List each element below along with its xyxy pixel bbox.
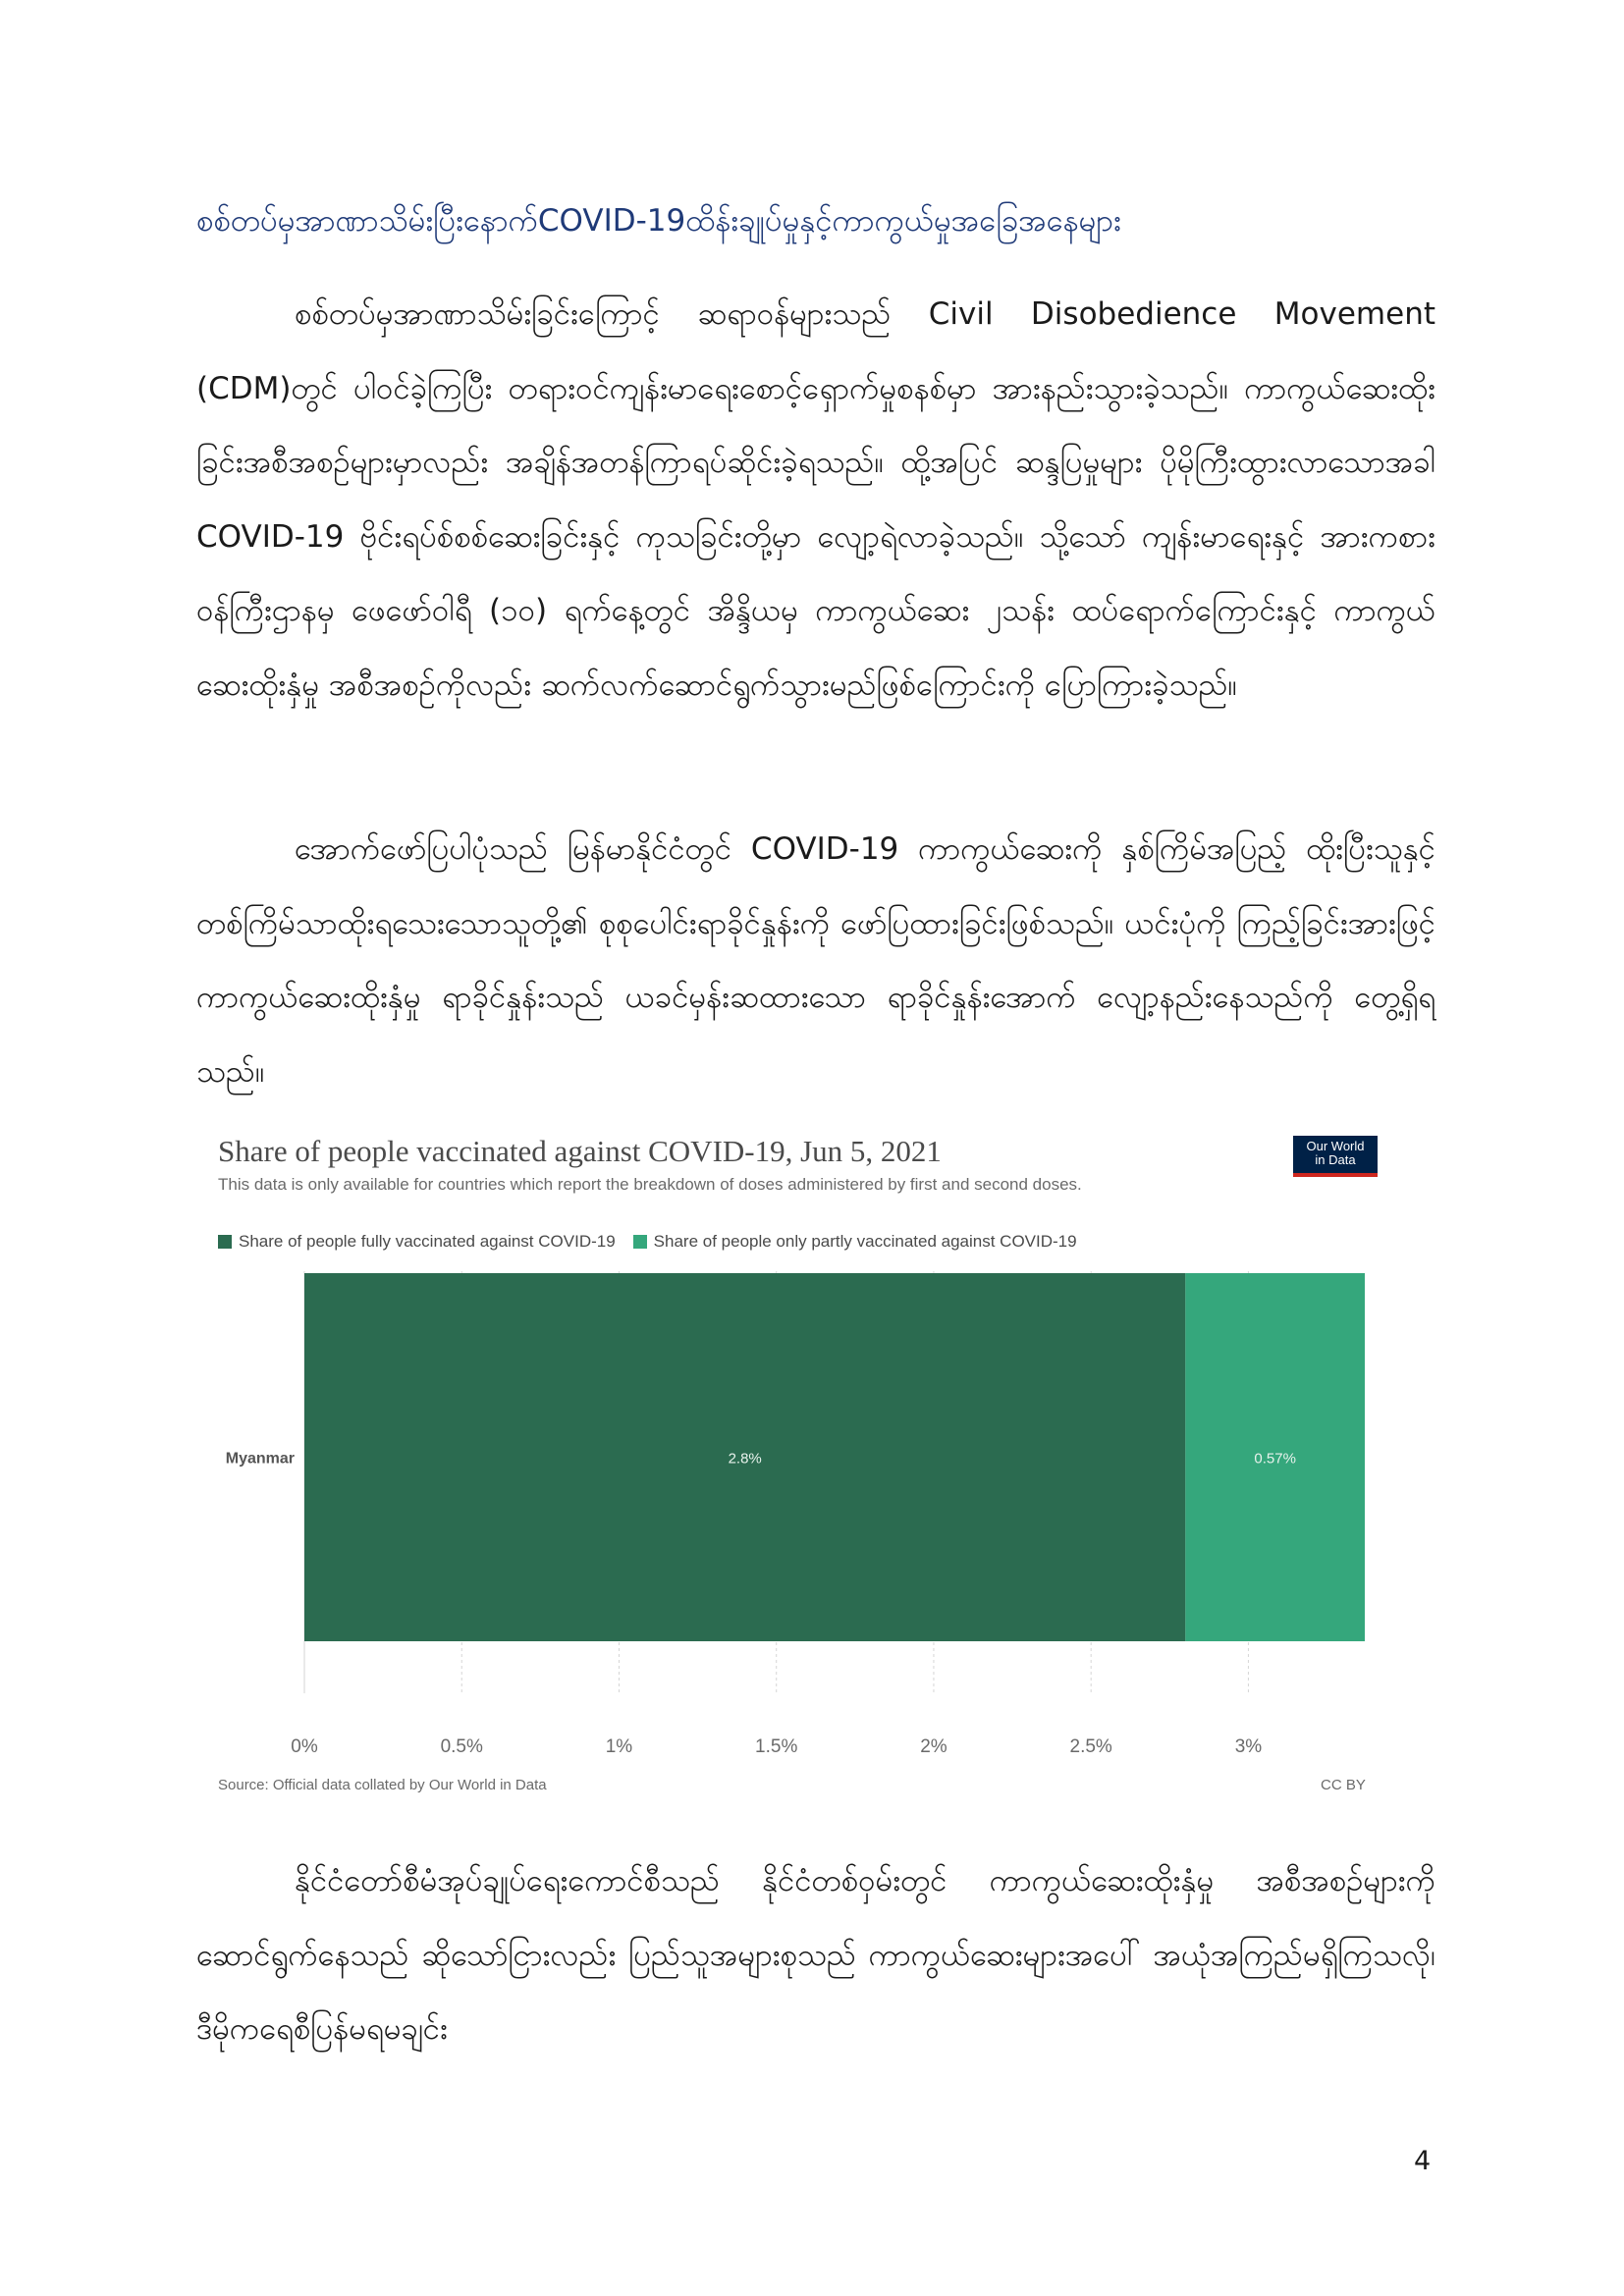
logo-line-1: Our World (1306, 1139, 1365, 1153)
vaccination-chart (201, 1134, 1404, 1811)
data-label-fully: 2.8% (728, 1450, 762, 1468)
chart-plot (201, 1134, 1404, 1811)
paragraph-1: စစ်တပ်မှအာဏာသိမ်းခြင်းကြောင့် ဆရာဝန်များသည် Civil Disobedience Movement (CDM)တွင် ပါဝင်ခဲ့ကြပြီး တရားဝင်ကျန်းမာရေးစောင့်ရှောက်မှုစနစ်မှာ အားနည်းသွားခဲ့သည်။ ကာကွယ်ဆေးထိုးခြင်းအစီအစဉ်များမှာလည်း အချိန်အတန်ကြာရပ်ဆိုင်းခဲ့ရသည်။ ထို့အပြင် ဆန္ဒပြမှုများ ပိုမိုကြီးထွားလာသောအခါ COVID-19 ဗိုင်းရပ်စ်စစ်ဆေးခြင်းနှင့် ကုသခြင်းတို့မှာ လျော့ရဲလာခဲ့သည်။ သို့သော် ကျန်းမာရေးနှင့် အားကစားဝန်ကြီးဌာနမှ ဖေဖော်ဝါရီ (၁၀) ရက်နေ့တွင် အိန္ဒိယမှ ကာကွယ်ဆေး ၂သန်း ထပ်ရောက်ကြောင်းနှင့် ကာကွယ် ဆေးထိုးနှံမှု အစီအစဉ်ကိုလည်း ဆက်လက်ဆောင်ရွက်သွားမည်ဖြစ်ကြောင်းကို ပြောကြားခဲ့သည်။ (196, 296, 1435, 703)
legend-label-partly: Share of people only partly vaccinated against COVID-19 (653, 1232, 1077, 1251)
paragraph-3: နိုင်ငံတော်စီမံအုပ်ချုပ်ရေးကောင်စီသည် နိုင်ငံတစ်ဝှမ်းတွင် ကာကွယ်ဆေးထိုးနှံမှု အစီအစဉ်များကို ဆောင်ရွက်နေသည် ဆိုသော်ငြားလည်း ပြည်သူအများစုသည် ကာကွယ်ဆေးများအပေါ် အယုံအကြည်မရှိကြသလို၊ ဒီမိုကရေစီပြန်မရမချင်း (196, 1863, 1435, 2047)
paragraph-2: အောက်ဖော်ပြပါပုံသည် မြန်မာနိုင်ငံတွင် COVID-19 ကာကွယ်ဆေးကို နှစ်ကြိမ်အပြည့် ထိုးပြီးသူနှင့် တစ်ကြိမ်သာထိုးရသေးသောသူတို့၏ စုစုပေါင်းရာခိုင်နှုန်းကို ဖော်ပြထားခြင်းဖြစ်သည်။ ယင်းပုံကို ကြည့်ခြင်းအားဖြင့် ကာကွယ်ဆေးထိုးနှံမှု ရာခိုင်နှုန်းသည် ယခင်မှန်းဆထားသော ရာခိုင်နှုန်းအောက် လျော့နည်းနေသည်ကို တွေ့ရှိရသည်။ (196, 831, 1435, 1090)
data-label-partly: 0.57% (1254, 1450, 1296, 1468)
x-tick-label: 2% (920, 1736, 947, 1757)
x-tick-label: 0% (291, 1736, 318, 1757)
x-tick-label: 0.5% (440, 1736, 483, 1757)
logo-line-2: in Data (1315, 1152, 1356, 1167)
chart-source: Source: Official data collated by Our World in Data (218, 1777, 547, 1793)
chart-title: Share of people vaccinated against COVID-19, Jun 5, 2021 (218, 1134, 942, 1168)
page-number: 4 (1414, 2146, 1432, 2176)
category-label: Myanmar (225, 1450, 295, 1468)
chart-subtitle: This data is only available for countries which report the breakdown of doses administered by first and second doses. (218, 1175, 1082, 1194)
legend-label-fully: Share of people fully vaccinated against COVID-19 (239, 1232, 616, 1251)
x-tick-label: 1% (605, 1736, 633, 1757)
x-tick-label: 3% (1234, 1736, 1263, 1757)
x-tick-label: 2.5% (1069, 1736, 1112, 1757)
x-tick-label: 1.5% (755, 1736, 798, 1757)
chart-license: CC BY (1321, 1777, 1366, 1793)
section-heading: စစ်တပ်မှအာဏာသိမ်းပြီးနောက်COVID-19ထိန်းချုပ်မှုနှင့်ကာကွယ်မှုအခြေအနေများ (196, 203, 1121, 239)
